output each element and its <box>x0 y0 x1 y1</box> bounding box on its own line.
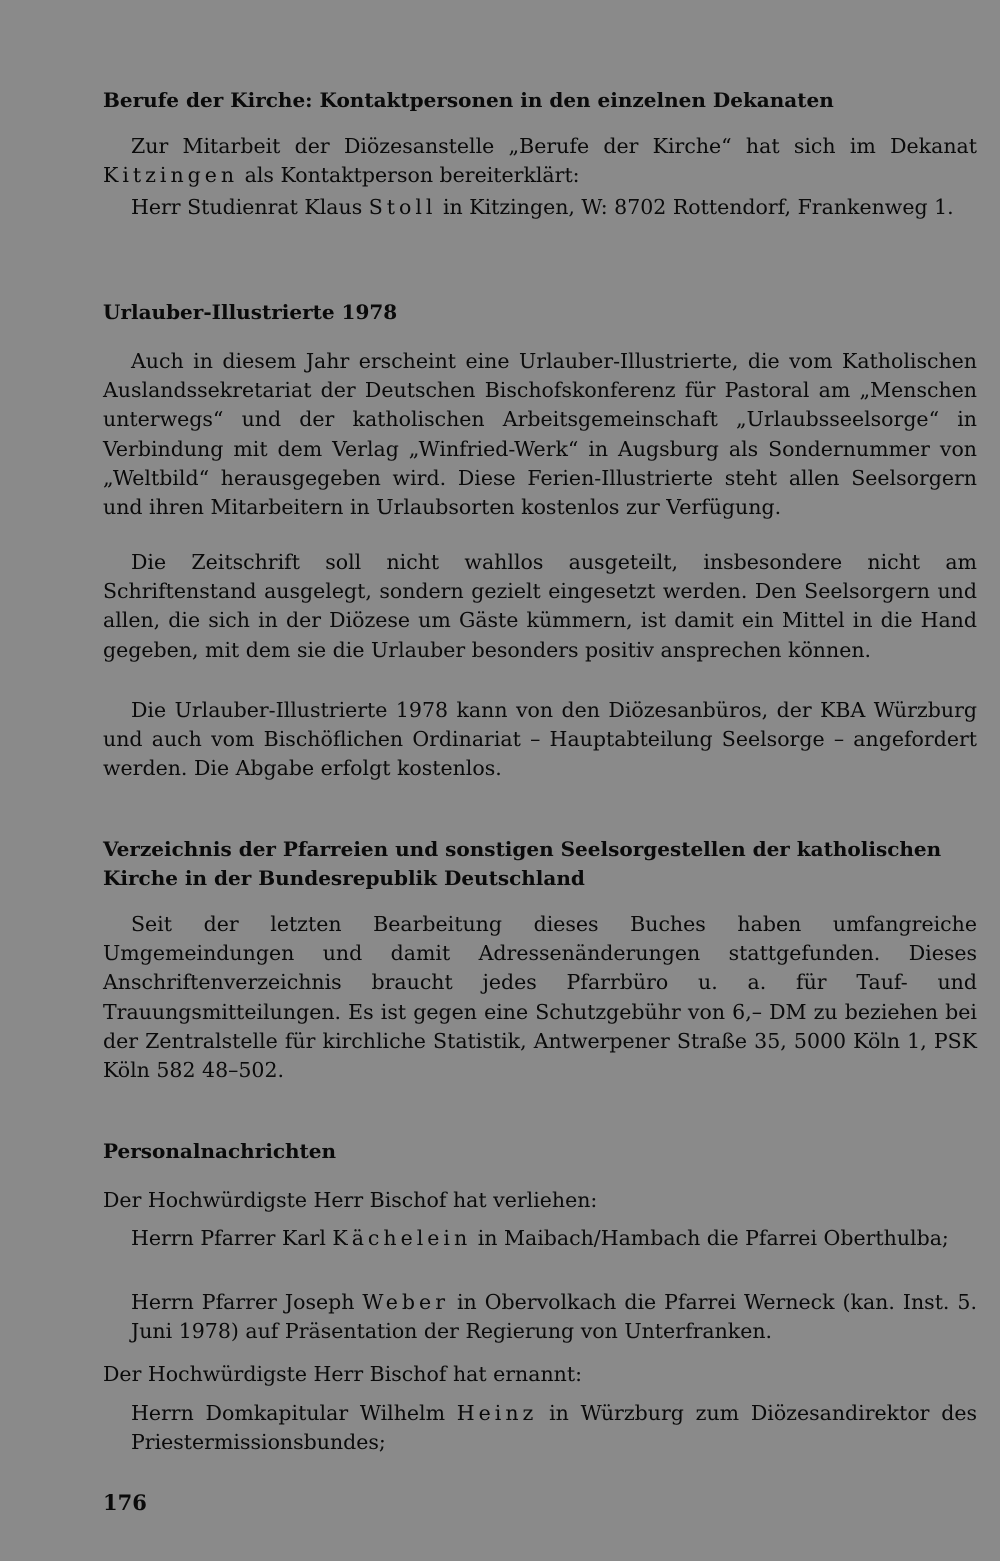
personal-item-kaechelein <box>103 1224 977 1253</box>
heading-berufe: Berufe der Kirche: Kontaktpersonen in den einzelnen Dekanaten <box>103 88 834 112</box>
text-segment: Herrn Pfarrer Karl <box>131 1226 333 1250</box>
paragraph-berufe-2 <box>103 193 977 222</box>
spaced-name: Kitzingen <box>103 163 239 188</box>
text-segment: Herr Studienrat Klaus <box>131 195 369 219</box>
paragraph-urlauber-2: Die Zeitschrift soll nicht wahllos ausgeteilt, insbesondere nicht am Schriftenstand ausgelegt, sondern gezielt eingesetzt werden. Den Seelsorgern und allen, die sich in der Diözese um Gäste kümmern, ist damit ein Mittel in die Hand gegeben, mit dem sie die Urlauber besonders positiv ansprechen können. <box>103 550 977 662</box>
spaced-name: Weber <box>362 1290 449 1314</box>
paragraph-urlauber-3: Die Urlauber-Illustrierte 1978 kann von den Diözesanbüros, der KBA Würzburg und auch vom Bischöflichen Ordinariat – Hauptabteilung Seelsorge – angefordert werden. Die Abgabe erfolgt kostenlos. <box>103 698 977 781</box>
paragraph-berufe-1 <box>103 132 977 190</box>
heading-verzeichnis: Verzeichnis der Pfarreien und sonstigen Seelsorgestellen der katholischen Kirche in der Bundesrepublik Deutschland <box>103 837 942 890</box>
spaced-name: Stoll <box>368 195 437 219</box>
spaced-name: Kächelein <box>332 1226 472 1250</box>
text-segment: in Kitzingen, W: 8702 Rottendorf, Frankenweg 1. <box>436 195 954 219</box>
text-segment: als Kontaktperson bereiterklärt: <box>238 163 580 188</box>
text-segment: Herrn Domkapitular Wilhelm <box>131 1401 457 1425</box>
personal-intro-verliehen: Der Hochwürdigste Herr Bischof hat verliehen: <box>103 1188 598 1212</box>
text-segment: in Obervolkach die Pfarrei Werneck (kan. Inst. 5. Juni 1978) auf Präsentation der Regierung von Unterfranken. <box>131 1290 977 1344</box>
paragraph-verzeichnis: Seit der letzten Bearbeitung dieses Buches haben umfangreiche Umgemeindungen und damit Adressenänderungen stattgefunden. Dieses Anschriftenverzeichnis braucht jedes Pfarrbüro u. a. für Tauf- und Trauungsmitteilungen. Es ist gegen eine Schutzgebühr von 6,– DM zu beziehen bei der Zentralstelle für kirchliche Statistik, Antwerpener Straße 35, 5000 Köln 1, PSK Köln 582 48–502. <box>103 912 977 1083</box>
text-segment: Herrn Pfarrer Joseph <box>131 1290 363 1314</box>
personal-item-weber <box>103 1288 977 1346</box>
paragraph-urlauber-1: Auch in diesem Jahr erscheint eine Urlauber-Illustrierte, die vom Katholischen Auslandssekretariat der Deutschen Bischofskonferenz für Pastoral am „Menschen unterwegs“ und der katholischen Arbeitsgemeinschaft „Urlaubsseelsorge“ in Verbindung mit dem Verlag „Winfried-Werk“ in Augsburg als Sondernummer von „Weltbild“ herausgegeben wird. Diese Ferien-Illustrierte steht allen Seelsorgern und ihren Mitarbeitern in Urlaubsorten kostenlos zur Verfügung. <box>103 349 977 520</box>
text-segment: Zur Mitarbeit der Diözesanstelle „Berufe der Kirche“ hat sich im Dekanat <box>131 134 977 158</box>
text-segment: in Maibach/Hambach die Pfarrei Oberthulba; <box>471 1226 949 1250</box>
text-segment: in Würzburg zum Diözesandirektor des Priestermissionsbundes; <box>131 1401 977 1455</box>
personal-intro-ernannt: Der Hochwürdigste Herr Bischof hat ernannt: <box>103 1362 583 1386</box>
spaced-name: Heinz <box>456 1401 538 1425</box>
heading-urlauber: Urlauber-Illustrierte 1978 <box>103 300 398 324</box>
page-number: 176 <box>103 1490 147 1515</box>
personal-item-heinz <box>103 1399 977 1457</box>
heading-personalnachrichten: Personalnachrichten <box>103 1139 337 1163</box>
